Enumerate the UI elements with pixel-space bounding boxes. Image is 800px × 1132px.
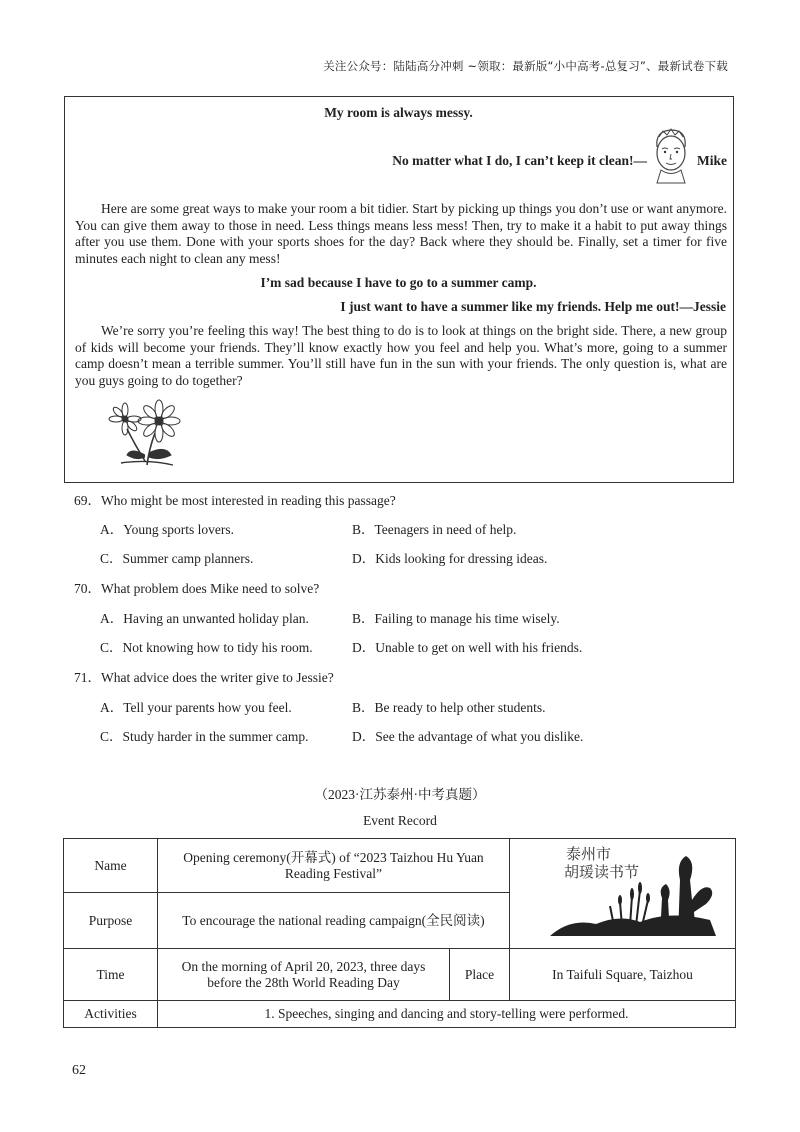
- page-header: 关注公众号：陆陆高分冲刺 ~领取：最新版“小中高考-总复习”、最新试卷下载: [323, 59, 728, 73]
- option-69-a[interactable]: A．Young sports lovers.: [100, 522, 235, 537]
- flower-icon: [101, 399, 187, 469]
- source-note: （2023·江苏泰州·中考真题）: [314, 787, 486, 802]
- name-label: Name: [64, 839, 158, 893]
- jessie-title: I’m sad because I have to go to a summer camp.: [260, 275, 537, 290]
- jessie-answer: We’re sorry you’re feeling this way! The best thing to do is to look at things on the bright side. There, a new group of kids will become your friends. They’ll know exactly how you feel and help you. What’s more, going to a summer camp doesn’t mean a terrible summer. You’ll still have fun in the sun with your friends. The only question is, what are you guys going to do together?: [75, 323, 727, 388]
- option-71-a[interactable]: A．Tell your parents how you feel.: [100, 700, 292, 715]
- option-71-b[interactable]: B．Be ready to help other students.: [352, 700, 546, 715]
- option-69-b[interactable]: B．Teenagers in need of help.: [352, 522, 517, 537]
- place-value: In Taifuli Square, Taizhou: [509, 949, 735, 1001]
- purpose-value: To encourage the national reading campaign(全民阅读): [157, 893, 509, 949]
- passage-box: [64, 96, 734, 483]
- place-label: Place: [450, 949, 510, 1001]
- mike-subtitle: No matter what I do, I can’t keep it clean!—: [392, 153, 647, 168]
- reeds-silhouette-icon: [510, 840, 734, 948]
- jessie-subtitle: I just want to have a summer like my friends. Help me out!—Jessie: [340, 299, 726, 314]
- option-69-d[interactable]: D．Kids looking for dressing ideas.: [352, 551, 548, 566]
- festival-logo: [509, 839, 735, 949]
- question-70: 70．What problem does Mike need to solve?: [74, 581, 320, 596]
- option-69-c[interactable]: C．Summer camp planners.: [100, 551, 254, 566]
- boy-face-icon: [647, 125, 695, 185]
- logo-text-2: 胡瑗读书节: [563, 862, 639, 881]
- event-record-title: Event Record: [363, 813, 437, 828]
- event-record-table: [63, 838, 736, 1028]
- option-71-c[interactable]: C．Study harder in the summer camp.: [100, 729, 309, 744]
- name-value: Opening ceremony(开幕式) of “2023 Taizhou Hu Yuan Reading Festival”: [157, 839, 509, 893]
- purpose-label: Purpose: [64, 893, 158, 949]
- question-69: 69．Who might be most interested in reading this passage?: [74, 493, 396, 508]
- time-label: Time: [64, 949, 158, 1001]
- mike-name: Mike: [697, 153, 727, 168]
- time-value: On the morning of April 20, 2023, three days before the 28th World Reading Day: [157, 949, 449, 1001]
- mike-title: My room is always messy.: [324, 105, 473, 120]
- activities-value: 1. Speeches, singing and dancing and story-telling were performed.: [157, 1001, 735, 1028]
- option-70-d[interactable]: D．Unable to get on well with his friends.: [352, 640, 583, 655]
- mike-answer: Here are some great ways to make your room a bit tidier. Start by picking up things you don’t use or want anymore. You can give them away to those in need. Less things means less mess! Then, try to make it a habit to put away things after you use them. Done with your sports shoes for the day? Back where they should be. Finally, set a timer for five minutes each night to clean any mess!: [75, 201, 727, 266]
- page-number: 62: [72, 1063, 86, 1078]
- activities-label: Activities: [64, 1001, 158, 1028]
- option-70-c[interactable]: C．Not knowing how to tidy his room.: [100, 640, 313, 655]
- option-70-b[interactable]: B．Failing to manage his time wisely.: [352, 611, 560, 626]
- question-71: 71．What advice does the writer give to Jessie?: [74, 670, 334, 685]
- logo-text-1: 泰州市: [565, 844, 611, 863]
- option-70-a[interactable]: A．Having an unwanted holiday plan.: [100, 611, 309, 626]
- option-71-d[interactable]: D．See the advantage of what you dislike.: [352, 729, 584, 744]
